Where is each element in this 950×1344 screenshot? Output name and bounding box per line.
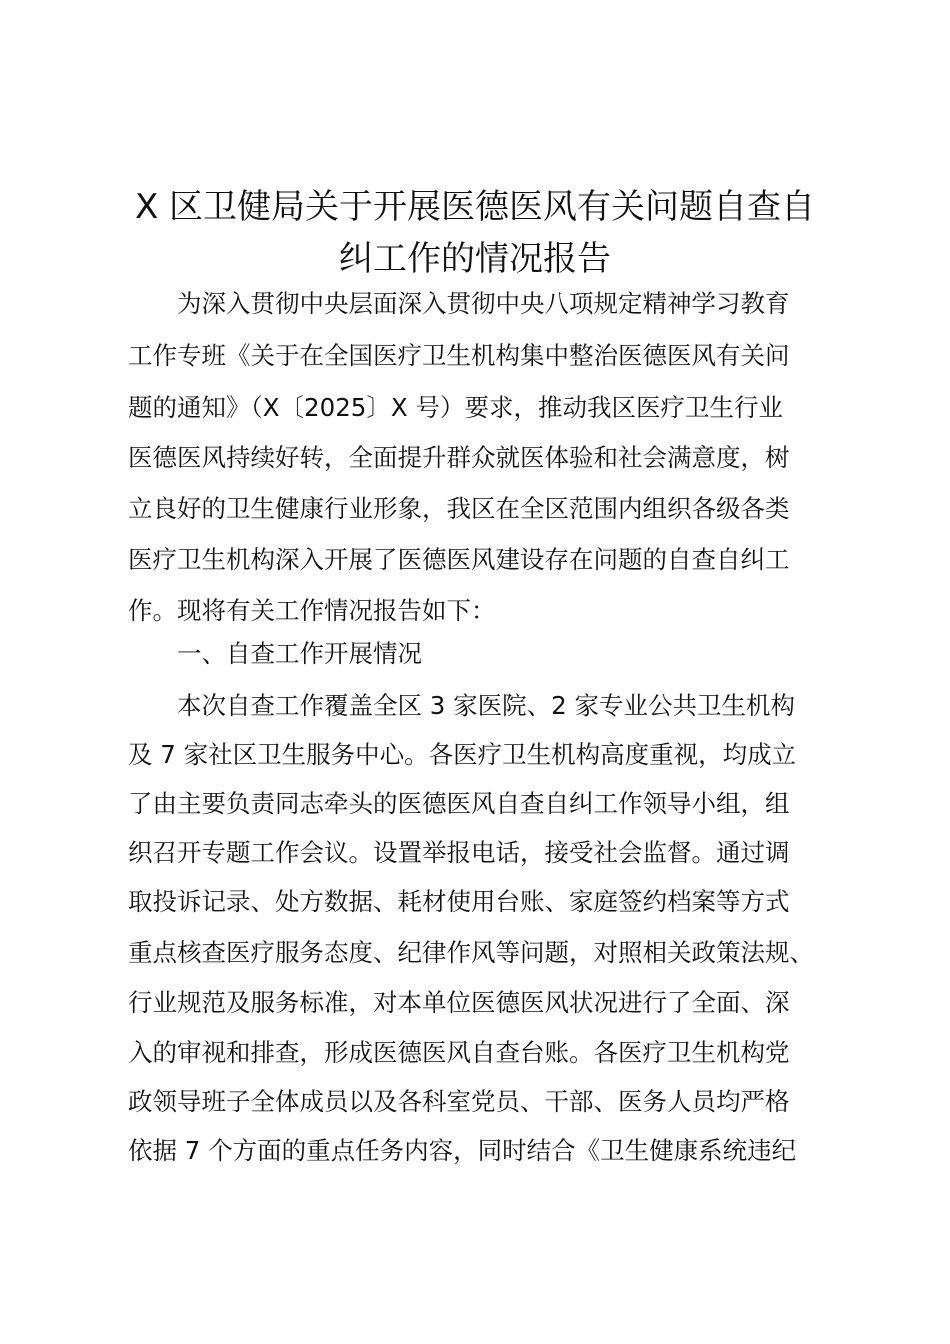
paragraph-line: 行业规范及服务标准，对本单位医德医风状况进行了全面、深 — [128, 988, 790, 1017]
paragraph-line: 题的通知》（X〔2025〕X 号）要求，推动我区医疗卫生行业 — [128, 393, 783, 422]
paragraph-line: 入的审视和排查，形成医德医风自查台账。各医疗卫生机构党 — [128, 1038, 790, 1067]
paragraph-line: 立良好的卫生健康行业形象，我区在全区范围内组织各级各类 — [128, 494, 790, 523]
paragraph-line: 医疗卫生机构深入开展了医德医风建设存在问题的自查自纠工 — [128, 545, 790, 574]
document-title-line-2: 纠工作的情况报告 — [339, 239, 611, 279]
paragraph-line: 作。现将有关工作情况报告如下： — [128, 596, 496, 625]
section-heading: 一、自查工作开展情况 — [177, 639, 422, 668]
paragraph-line: 政领导班子全体成员以及各科室党员、干部、医务人员均严格 — [128, 1087, 790, 1116]
document-title-line-1: X 区卫健局关于开展医德医风有关问题自查自 — [134, 187, 816, 227]
paragraph-line: 及 7 家社区卫生服务中心。各医疗卫生机构高度重视，均成立 — [128, 740, 797, 769]
paragraph-line: 依据 7 个方面的重点任务内容，同时结合《卫生健康系统违纪 — [128, 1136, 797, 1165]
paragraph-line: 了由主要负责同志牵头的医德医风自查自纠工作领导小组，组 — [128, 789, 790, 818]
paragraph-line: 医德医风持续好转，全面提升群众就医体验和社会满意度，树 — [128, 443, 790, 472]
paragraph-line: 为深入贯彻中央层面深入贯彻中央八项规定精神学习教育 — [177, 289, 790, 318]
paragraph-line: 工作专班《关于在全国医疗卫生机构集中整治医德医风有关问 — [128, 341, 790, 370]
paragraph-line: 本次自查工作覆盖全区 3 家医院、2 家专业公共卫生机构 — [177, 691, 796, 720]
paragraph-line: 取投诉记录、处方数据、耗材使用台账、家庭签约档案等方式 — [128, 887, 790, 916]
paragraph-line: 织召开专题工作会议。设置举报电话，接受社会监督。通过调 — [128, 838, 790, 867]
paragraph-line: 重点核查医疗服务态度、纪律作风等问题，对照相关政策法规、 — [128, 938, 814, 967]
